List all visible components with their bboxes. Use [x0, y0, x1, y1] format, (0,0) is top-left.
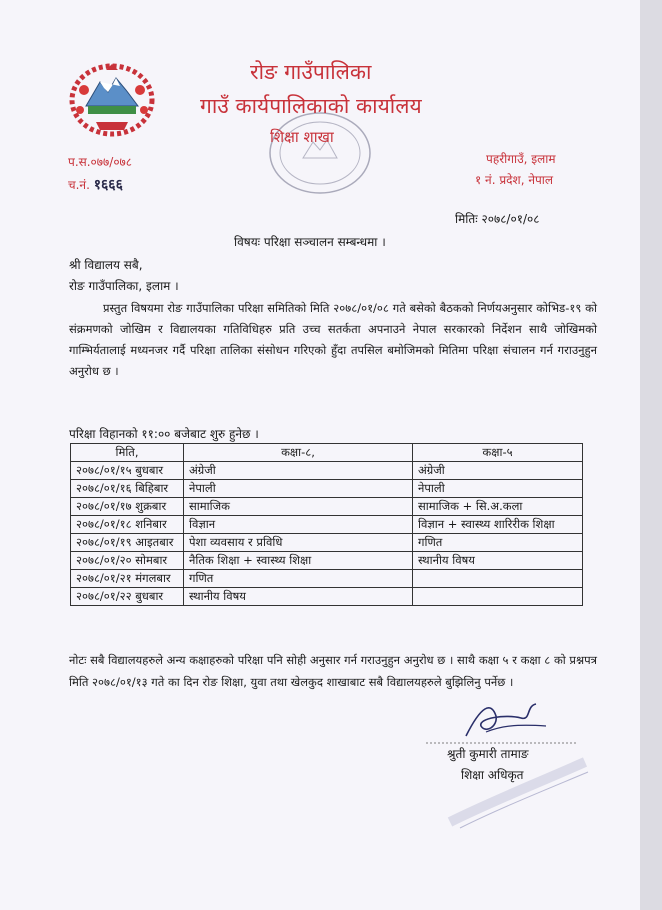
letter-subject: विषयः परिक्षा सञ्चालन सम्बन्धमा ।: [234, 235, 386, 249]
cell-date: २०७८/०१/१६ बिहिबार: [71, 480, 184, 498]
cell-class5: [413, 588, 583, 606]
recipient-line1: श्री विद्यालय सबै,: [69, 258, 143, 272]
section-name: शिक्षा शाखा: [270, 128, 334, 146]
cell-date: २०७८/०१/१७ शुक्रबार: [71, 498, 184, 516]
reference-ps: प.स.०७७/०७८: [68, 155, 133, 169]
table-row: [71, 480, 583, 498]
cell-date: २०७८/०१/१५ बुधबार: [71, 462, 184, 480]
cell-class8: पेशा व्यवसाय र प्रविधि: [184, 534, 413, 552]
nepal-emblem-icon: [66, 60, 158, 140]
header-class8: कक्षा-८,: [184, 444, 413, 462]
letter-date: मितिः २०७८/०१/०८: [455, 212, 540, 226]
signatory-title: शिक्षा अधिकृत: [461, 768, 524, 782]
table-row: [71, 534, 583, 552]
scan-edge: [640, 0, 662, 910]
recipient-line2: रोङ गाउँपालिका, इलाम ।: [69, 279, 179, 293]
cell-date: २०७८/०१/२० सोमबार: [71, 552, 184, 570]
letter-body: प्रस्तुत विषयमा रोङ गाउँपालिका परिक्षा समितिको मिति २०७८/०१/०८ गते बसेको बैठकको निर्णयअनुसार कोभिड-१९ को संक्रमणको जोखिम र विद्यालयका गतिविधिहरु प्रति उच्च सतर्कता अपनाउने नेपाल सरकारको निर्देशन साथै जोखिमको गाम्भिर्यतालाई मध्यनजर गर्दै परिक्षा तालिका संसोधन गरिएको हुँदा तपसिल बमोजिमको मितिमा परिक्षा संचालन गर्न गराउनुहुन अनुरोध छ ।: [69, 301, 597, 378]
cell-class5: [413, 570, 583, 588]
cell-class8: विज्ञान: [184, 516, 413, 534]
section-stamp: [440, 742, 590, 832]
letter-note: नोटः सबै विद्यालयहरुले अन्य कक्षाहरुको परिक्षा पनि सोही अनुसार गर्न गराउनुहुन अनुरोध छ । साथै कक्षा ५ र कक्षा ८ को प्रश्नपत्र मिति २०७८/०१/१३ गते का दिन रोङ शिक्षा, युवा तथा खेलकुद शाखाबाट सबै विद्यालयहरुले बुझिलिनु पर्नेछ ।: [69, 653, 597, 689]
cell-class8: सामाजिक: [184, 498, 413, 516]
reference-cn-label: च.नं.: [68, 178, 90, 192]
cell-class8: गणित: [184, 570, 413, 588]
table-row: [71, 462, 583, 480]
cell-class5: नेपाली: [413, 480, 583, 498]
address-line2: १ नं. प्रदेश, नेपाल: [475, 173, 554, 187]
cell-date: २०७८/०१/१९ आइतबार: [71, 534, 184, 552]
office-seal-stamp: [265, 108, 375, 198]
signatory-name: श्रुती कुमारी तामाङ: [447, 747, 529, 761]
exam-schedule-table: [70, 443, 583, 606]
table-row: [71, 570, 583, 588]
table-row: [71, 552, 583, 570]
cell-class8: नेपाली: [184, 480, 413, 498]
address-line1: पहरीगाउँ, इलाम: [486, 152, 556, 166]
handwritten-signature: [426, 696, 586, 746]
cell-class5: अंग्रेजी: [413, 462, 583, 480]
cell-date: २०७८/०१/१८ शनिबार: [71, 516, 184, 534]
table-header-row: [71, 444, 583, 462]
header-class5: कक्षा-५: [413, 444, 583, 462]
cell-date: २०७८/०१/२१ मंगलबार: [71, 570, 184, 588]
table-row: [71, 516, 583, 534]
cell-class8: स्थानीय विषय: [184, 588, 413, 606]
cell-class5: विज्ञान + स्वास्थ्य शारिरीक शिक्षा: [413, 516, 583, 534]
cell-class5: सामाजिक + सि.अ.कला: [413, 498, 583, 516]
reference-cn-value: १६६६: [93, 177, 123, 193]
exam-start-time: परिक्षा विहानको ११:०० बजेबाट शुरु हुनेछ ।: [69, 427, 259, 441]
cell-class5: गणित: [413, 534, 583, 552]
office-name: गाउँ कार्यपालिकाको कार्यालय: [200, 94, 422, 118]
cell-date: २०७८/०१/२२ बुधबार: [71, 588, 184, 606]
org-name: रोङ गाउँपालिका: [250, 60, 372, 84]
cell-class8: नैतिक शिक्षा + स्वास्थ्य शिक्षा: [184, 552, 413, 570]
cell-class8: अंग्रेजी: [184, 462, 413, 480]
header-date: मिति,: [71, 444, 184, 462]
reference-cn: [68, 175, 123, 194]
cell-class5: स्थानीय विषय: [413, 552, 583, 570]
table-row: [71, 498, 583, 516]
table-row: [71, 588, 583, 606]
